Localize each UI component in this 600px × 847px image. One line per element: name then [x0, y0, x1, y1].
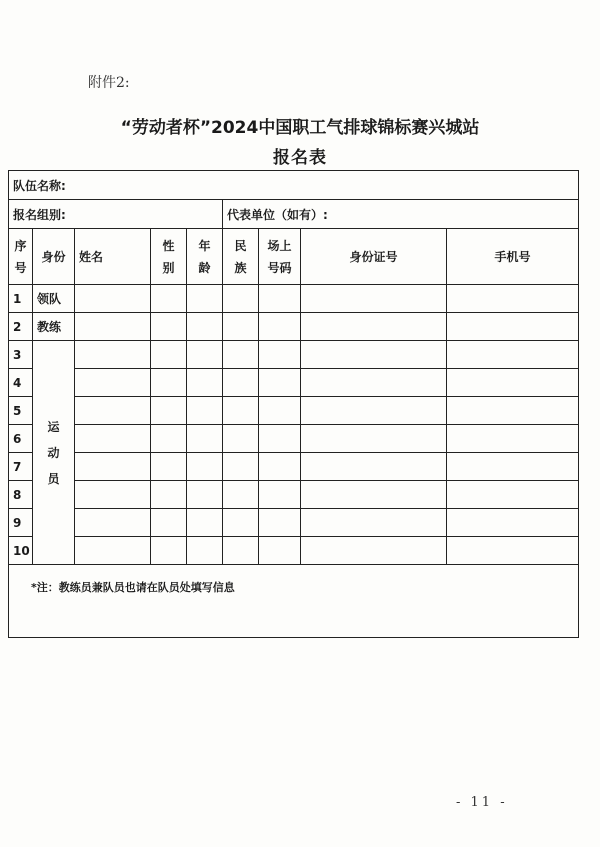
row-seq: 3 [9, 341, 33, 369]
age-cell[interactable] [187, 397, 223, 425]
court-number-cell[interactable] [259, 285, 301, 313]
court-number-cell[interactable] [259, 425, 301, 453]
phone-cell[interactable] [447, 313, 579, 341]
name-cell[interactable] [75, 425, 151, 453]
id-number-cell[interactable] [301, 453, 447, 481]
phone-cell[interactable] [447, 509, 579, 537]
phone-cell[interactable] [447, 341, 579, 369]
team-name-field[interactable] [9, 171, 579, 200]
phone-cell[interactable] [447, 537, 579, 565]
table-row [9, 341, 579, 369]
gender-cell[interactable] [151, 341, 187, 369]
group-label: 报名组别: [13, 207, 66, 222]
phone-cell[interactable] [447, 397, 579, 425]
team-name-label: 队伍名称: [13, 178, 66, 193]
name-cell[interactable] [75, 285, 151, 313]
ethnicity-cell[interactable] [223, 509, 259, 537]
gender-cell[interactable] [151, 285, 187, 313]
col-header-seq: 序 号 [9, 229, 33, 285]
court-number-cell[interactable] [259, 481, 301, 509]
court-number-cell[interactable] [259, 313, 301, 341]
col-header-name: 姓名 [75, 229, 151, 285]
ethnicity-cell[interactable] [223, 425, 259, 453]
group-field[interactable] [9, 200, 223, 229]
phone-cell[interactable] [447, 453, 579, 481]
court-number-cell[interactable] [259, 397, 301, 425]
ethnicity-cell[interactable] [223, 285, 259, 313]
gender-cell[interactable] [151, 397, 187, 425]
row-seq: 1 [9, 285, 33, 313]
name-cell[interactable] [75, 509, 151, 537]
group-row [9, 200, 579, 229]
age-cell[interactable] [187, 369, 223, 397]
row-seq: 4 [9, 369, 33, 397]
form-subtitle: 报名表 [273, 148, 327, 168]
id-number-cell[interactable] [301, 313, 447, 341]
column-header-row [9, 229, 579, 285]
row-role: 教练 [33, 313, 75, 341]
ethnicity-cell[interactable] [223, 453, 259, 481]
name-cell[interactable] [75, 537, 151, 565]
row-seq: 2 [9, 313, 33, 341]
athlete-role-cell: 运 动 员 [33, 341, 75, 565]
table-row [9, 481, 579, 509]
gender-cell[interactable] [151, 537, 187, 565]
attachment-label: 附件2: [88, 75, 130, 91]
gender-cell[interactable] [151, 313, 187, 341]
row-seq: 7 [9, 453, 33, 481]
form-note: *注：教练员兼队员也请在队员处填写信息 [9, 565, 579, 638]
gender-cell[interactable] [151, 481, 187, 509]
name-cell[interactable] [75, 313, 151, 341]
court-number-cell[interactable] [259, 453, 301, 481]
team-name-row [9, 171, 579, 200]
col-header-phone: 手机号 [447, 229, 579, 285]
row-role: 领队 [33, 285, 75, 313]
ethnicity-cell[interactable] [223, 481, 259, 509]
id-number-cell[interactable] [301, 397, 447, 425]
phone-cell[interactable] [447, 369, 579, 397]
row-seq: 10 [9, 537, 33, 565]
court-number-cell[interactable] [259, 369, 301, 397]
name-cell[interactable] [75, 397, 151, 425]
col-header-ethnicity: 民 族 [223, 229, 259, 285]
id-number-cell[interactable] [301, 341, 447, 369]
age-cell[interactable] [187, 509, 223, 537]
table-row [9, 313, 579, 341]
ethnicity-cell[interactable] [223, 341, 259, 369]
name-cell[interactable] [75, 453, 151, 481]
name-cell[interactable] [75, 341, 151, 369]
id-number-cell[interactable] [301, 425, 447, 453]
age-cell[interactable] [187, 341, 223, 369]
unit-label: 代表单位（如有）: [227, 207, 328, 222]
gender-cell[interactable] [151, 369, 187, 397]
id-number-cell[interactable] [301, 285, 447, 313]
table-row [9, 425, 579, 453]
table-row [9, 369, 579, 397]
unit-field[interactable] [223, 200, 579, 229]
table-row [9, 397, 579, 425]
page-title: “劳动者杯”2024中国职工气排球锦标赛兴城站 [120, 118, 480, 138]
phone-cell[interactable] [447, 481, 579, 509]
table-row [9, 453, 579, 481]
col-header-age: 年 龄 [187, 229, 223, 285]
age-cell[interactable] [187, 481, 223, 509]
col-header-id-number: 身份证号 [301, 229, 447, 285]
table-row [9, 537, 579, 565]
gender-cell[interactable] [151, 453, 187, 481]
gender-cell[interactable] [151, 425, 187, 453]
age-cell[interactable] [187, 285, 223, 313]
table-row [9, 285, 579, 313]
row-seq: 8 [9, 481, 33, 509]
name-cell[interactable] [75, 369, 151, 397]
age-cell[interactable] [187, 425, 223, 453]
registration-form-table [8, 170, 579, 638]
court-number-cell[interactable] [259, 509, 301, 537]
name-cell[interactable] [75, 481, 151, 509]
ethnicity-cell[interactable] [223, 397, 259, 425]
id-number-cell[interactable] [301, 369, 447, 397]
age-cell[interactable] [187, 537, 223, 565]
id-number-cell[interactable] [301, 481, 447, 509]
court-number-cell[interactable] [259, 537, 301, 565]
id-number-cell[interactable] [301, 537, 447, 565]
ethnicity-cell[interactable] [223, 369, 259, 397]
ethnicity-cell[interactable] [223, 537, 259, 565]
table-row [9, 509, 579, 537]
row-seq: 5 [9, 397, 33, 425]
row-seq: 9 [9, 509, 33, 537]
note-row [9, 565, 579, 638]
age-cell[interactable] [187, 453, 223, 481]
gender-cell[interactable] [151, 509, 187, 537]
page-number: - 11 - [456, 795, 508, 810]
age-cell[interactable] [187, 313, 223, 341]
col-header-gender: 性 别 [151, 229, 187, 285]
col-header-role: 身份 [33, 229, 75, 285]
phone-cell[interactable] [447, 285, 579, 313]
id-number-cell[interactable] [301, 509, 447, 537]
court-number-cell[interactable] [259, 341, 301, 369]
row-seq: 6 [9, 425, 33, 453]
phone-cell[interactable] [447, 425, 579, 453]
col-header-court-number: 场上 号码 [259, 229, 301, 285]
ethnicity-cell[interactable] [223, 313, 259, 341]
